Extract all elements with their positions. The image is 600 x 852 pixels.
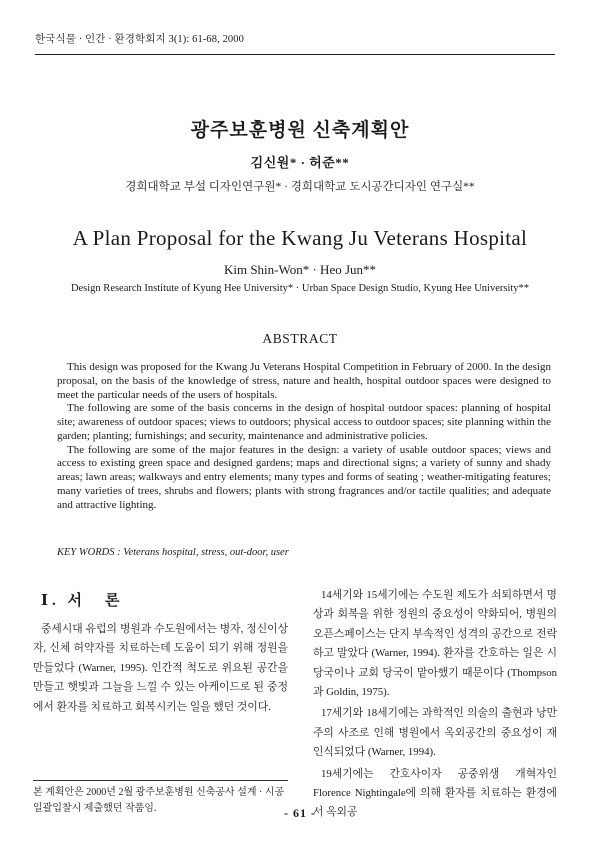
body-paragraph: 19세기에는 간호사이자 공중위생 개혁자인 Florence Nightingale에 의해 환자를 치료하는 환경에서 옥외공: [313, 767, 557, 819]
abstract-heading: ABSTRACT: [262, 331, 338, 346]
abstract-body: [57, 361, 551, 512]
right-column: [313, 586, 557, 825]
paper-title-korean: 광주보훈병원 신축계획안: [190, 120, 410, 141]
paper-title-english: A Plan Proposal for the Kwang Ju Veterans Hospital: [72, 226, 528, 250]
authors-english: Kim Shin-Won* · Heo Jun**: [223, 262, 377, 277]
footnote-divider: [33, 780, 288, 781]
keywords: KEY WORDS : Veterans hospital, stress, out-door, user: [57, 547, 289, 558]
footnote: 본 계획안은 2000년 2월 광주보훈병원 신축공사 설계 · 시공 일괄입찰시 제출했던 작품임.: [33, 787, 285, 814]
body-paragraph: 14세기와 15세기에는 수도원 제도가 쇠퇴하면서 명상과 회복을 위한 정원의 중요성이 약화되어, 병원의 오픈스페이스는 단지 부속적인 성격의 공간으로 전락하고 말았다 (Warner, 1994). 환자를 간호하는 일은 시 당국이나 교회 당국이 맡아했기 때문이다 (Thompson과 Goldin, 1975).: [313, 589, 557, 699]
journal-header: 한국식물 · 인간 · 환경학회지 3(1): 61-68, 2000: [35, 34, 244, 45]
authors-korean: 김신원* · 허준**: [250, 155, 350, 170]
page-number: - 61 -: [284, 806, 316, 820]
affiliation-korean: 경희대학교 부설 디자인연구원* · 경희대학교 도시공간디자인 연구실**: [125, 181, 475, 193]
abstract-paragraph: The following are some of the major features in the design: a variety of usable outdoor spaces; views and access to existing green space and designed gardens; maps and directional signs; a variety of sunny and shady areas; lawn areas; walkways and entry elements; many types and forms of seating ; weather-mitigating features; many varieties of trees, shrubs and flowers; plants with strong fragrances and/or tactile qualities; and adequate and attractive lighting.: [57, 443, 551, 511]
section-heading: Ⅰ. 서 론: [41, 593, 124, 609]
affiliation-english: Design Research Institute of Kyung Hee University* · Urban Space Design Studio, Kyung Hee University**: [70, 283, 530, 294]
abstract-paragraph: The following are some of the basis concerns in the design of hospital outdoor spaces: planning of hospital site; awareness of outdoor spaces; views to outdoors; physical access to outdoor spaces; site planning within the garden; planting; furnishings; and security, maintenance and administrative policies.: [57, 402, 551, 442]
body-paragraph: 중세시대 유럽의 병원과 수도원에서는 병자, 정신이상자, 신체 허약자를 치료하는데 도움이 되기 위해 정원을 만들었다 (Warner, 1995). 인간적 척도로 위요된 공간을 만들고 햇빛과 그늘을 느낄 수 있는 아케이드로 된 중정에서 환자를 치료하고 회복시키는 일을 했던 것이다.: [33, 623, 288, 713]
header-divider: [35, 54, 555, 55]
abstract-paragraph: This design was proposed for the Kwang Ju Veterans Hospital Competition in February of 2000. In the design proposal, on the basis of the knowledge of stress, nature and health, hospital outdoor spaces were designed to meet the particular needs of the users of hospitals.: [57, 361, 551, 401]
body-paragraph: 17세기와 18세기에는 과학적인 의술의 출현과 낭만주의 사조로 인해 병원에서 옥외공간의 중요성이 재인식되었다 (Warner, 1994).: [313, 707, 557, 759]
left-column: [33, 589, 288, 717]
